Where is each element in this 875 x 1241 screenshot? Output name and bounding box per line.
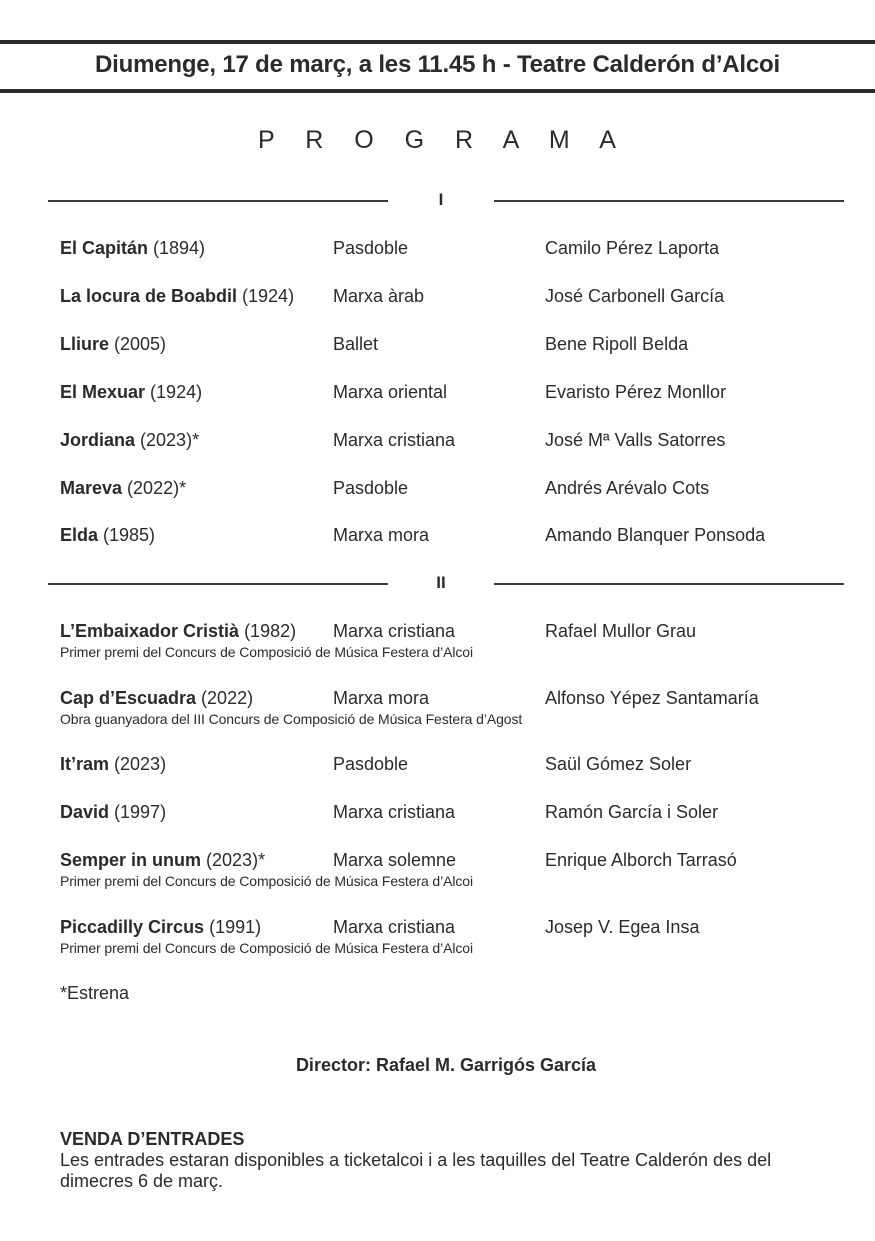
program-item	[60, 525, 840, 547]
piece-genre: Marxa cristiana	[333, 802, 456, 822]
program-item	[60, 688, 840, 727]
program-item	[60, 430, 840, 452]
piece-title: Jordiana	[60, 430, 136, 450]
premiere-footnote: *Estrena	[60, 983, 130, 1003]
piece-year: (1924)	[145, 382, 203, 402]
piece-award-note: Obra guanyadora del III Concurs de Composició de Música Festera d’Agost	[60, 711, 523, 727]
section-numeral: II	[436, 573, 446, 592]
divider-line-left	[48, 583, 388, 585]
header-top-rule	[0, 40, 875, 44]
piece-genre: Marxa àrab	[333, 286, 425, 306]
piece-title: Piccadilly Circus	[60, 917, 205, 937]
piece-composer: Josep V. Egea Insa	[545, 917, 700, 937]
piece-composer: Camilo Pérez Laporta	[545, 238, 720, 258]
piece-year: (2023)	[109, 754, 167, 774]
piece-genre: Pasdoble	[333, 238, 409, 258]
piece-genre: Marxa mora	[333, 688, 430, 708]
piece-title: Lliure	[60, 334, 110, 354]
piece-year: (2005)	[109, 334, 167, 354]
piece-composer: Rafael Mullor Grau	[545, 621, 697, 641]
piece-year: (2023)*	[135, 430, 200, 450]
ticket-sales-title: VENDA D’ENTRADES	[60, 1129, 245, 1149]
section-divider-1	[48, 188, 844, 212]
piece-title: Mareva	[60, 478, 123, 498]
piece-title: It’ram	[60, 754, 110, 774]
program-item	[60, 478, 840, 500]
piece-genre: Ballet	[333, 334, 379, 354]
piece-title: El Capitán	[60, 238, 149, 258]
piece-title: El Mexuar	[60, 382, 146, 402]
ticket-sales-text: Les entrades estaran disponibles a ticketalcoi i a les taquilles del Teatre Calderón des del dimecres 6 de març.	[60, 1150, 772, 1191]
section-numeral: I	[438, 190, 444, 209]
piece-year: (1924)	[237, 286, 295, 306]
piece-composer: Bene Ripoll Belda	[545, 334, 689, 354]
piece-year: (2022)*	[122, 478, 187, 498]
piece-composer: Enrique Alborch Tarrasó	[545, 850, 737, 870]
piece-genre: Marxa mora	[333, 525, 430, 545]
piece-composer: Ramón García i Soler	[545, 802, 719, 822]
piece-year: (1985)	[98, 525, 156, 545]
program-item	[60, 621, 840, 660]
piece-title: L’Embaixador Cristià	[60, 621, 240, 641]
piece-title: Cap d’Escuadra	[60, 688, 197, 708]
event-title: Diumenge, 17 de març, a les 11.45 h - Teatre Calderón d’Alcoi	[95, 51, 780, 78]
piece-genre: Pasdoble	[333, 754, 409, 774]
program-item	[60, 917, 840, 956]
piece-composer: Evaristo Pérez Monllor	[545, 382, 727, 402]
divider-line-right	[494, 583, 844, 585]
piece-composer: Andrés Arévalo Cots	[545, 478, 710, 498]
piece-title: David	[60, 802, 110, 822]
piece-year: (2022)	[196, 688, 254, 708]
piece-genre: Pasdoble	[333, 478, 409, 498]
piece-year: (2023)*	[201, 850, 266, 870]
piece-composer: Amando Blanquer Ponsoda	[545, 525, 766, 545]
program-item	[60, 286, 840, 308]
program-item	[60, 802, 840, 824]
piece-genre: Marxa cristiana	[333, 621, 456, 641]
piece-genre: Marxa cristiana	[333, 430, 456, 450]
program-item	[60, 334, 840, 356]
piece-year: (1991)	[204, 917, 262, 937]
piece-composer: José Carbonell García	[545, 286, 725, 306]
header-bottom-rule	[0, 89, 875, 93]
piece-composer: Saül Gómez Soler	[545, 754, 692, 774]
piece-genre: Marxa oriental	[333, 382, 448, 402]
piece-award-note: Primer premi del Concurs de Composició de Música Festera d’Alcoi	[60, 940, 473, 956]
piece-year: (1982)	[239, 621, 297, 641]
piece-title: Semper in unum	[60, 850, 202, 870]
piece-award-note: Primer premi del Concurs de Composició de Música Festera d’Alcoi	[60, 873, 473, 889]
piece-genre: Marxa cristiana	[333, 917, 456, 937]
program-item	[60, 850, 840, 889]
piece-award-note: Primer premi del Concurs de Composició de Música Festera d’Alcoi	[60, 644, 473, 660]
divider-line-right	[494, 200, 844, 202]
piece-title: La locura de Boabdil	[60, 286, 238, 306]
piece-year: (1997)	[109, 802, 167, 822]
program-item	[60, 754, 840, 776]
ticket-sales-section	[60, 1129, 820, 1192]
piece-composer: José Mª Valls Satorres	[545, 430, 726, 450]
piece-title: Elda	[60, 525, 99, 545]
programa-heading: P R O G R A M A	[258, 126, 628, 154]
piece-year: (1894)	[148, 238, 206, 258]
section-divider-2	[48, 571, 844, 595]
piece-genre: Marxa solemne	[333, 850, 457, 870]
program-item	[60, 382, 840, 404]
piece-composer: Alfonso Yépez Santamaría	[545, 688, 759, 708]
program-item	[60, 238, 840, 260]
director-credit: Director: Rafael M. Garrigós García	[295, 1055, 597, 1075]
divider-line-left	[48, 200, 388, 202]
